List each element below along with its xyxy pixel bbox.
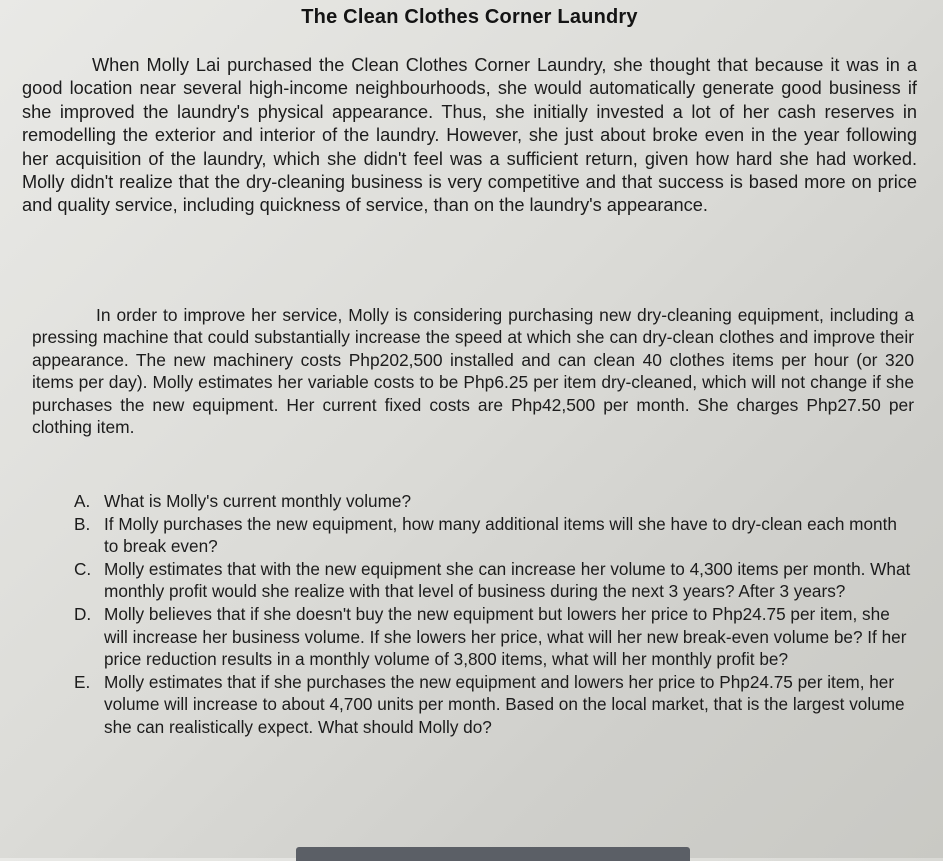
question-item-c: [74, 558, 914, 603]
question-list: [74, 490, 914, 739]
question-text: Molly believes that if she doesn't buy the new equipment but lowers her price to Php24.75 per item, she will increase her business volume. If she lowers her price, what will her new break-even volume be? If her price reduction results in a monthly volume of 3,800 items, what will her monthly profit be?: [104, 603, 907, 670]
question-letter: D.: [74, 603, 92, 624]
intro-paragraph: When Molly Lai purchased the Clean Clothes Corner Laundry, she thought that because it was in a good location near several high-income neighbourhoods, she would automatically generate good business if she improved the laundry's physical appearance. Thus, she initially invested a lot of her cash reserves in remodelling the exterior and interior of the laundry. However, she just about broke even in the year following her acquisition of the laundry, which she didn't feel was a sufficient return, given how hard she had worked. Molly didn't realize that the dry-cleaning business is very competitive and that success is based more on price and quality service, including quickness of service, than on the laundry's appearance.: [22, 55, 917, 216]
question-item-b: [74, 513, 914, 558]
question-item-a: [74, 490, 914, 513]
document-page: [22, 0, 917, 858]
question-letter: B.: [74, 513, 91, 534]
question-text: Molly estimates that with the new equipment she can increase her volume to 4,300 items per month. What monthly profit would she realize with that level of business during the next 3 years? After 3 years?: [104, 558, 911, 602]
question-text: What is Molly's current monthly volume?: [104, 491, 412, 511]
question-text: If Molly purchases the new equipment, how many additional items will she have to dry-clean each month to break even?: [104, 513, 897, 557]
question-text: Molly estimates that if she purchases the new equipment and lowers her price to Php24.75 per item, her volume will increase to about 4,700 units per month. Based on the local market, that is the largest volume she can realistically expect. What should Molly do?: [104, 671, 905, 737]
question-letter: E.: [74, 671, 91, 692]
question-item-d: [74, 603, 914, 671]
question-item-e: [74, 671, 914, 739]
question-letter: A.: [74, 491, 91, 511]
equipment-paragraph: In order to improve her service, Molly is considering purchasing new dry-cleaning equipment, including a pressing machine that could substantially increase the speed at which she can dry-clean clothes and improve their appearance. The new machinery costs Php202,500 installed and can clean 40 clothes items per hour (or 320 items per day). Molly estimates her variable costs to be Php6.25 per item dry-cleaned, which will not change if she purchases the new equipment. Her current fixed costs are Php42,500 per month. She charges Php27.50 per clothing item.: [32, 305, 914, 438]
document-title: The Clean Clothes Corner Laundry: [301, 6, 638, 28]
bottom-toolbar-edge: [296, 847, 690, 861]
question-letter: C.: [74, 558, 92, 579]
